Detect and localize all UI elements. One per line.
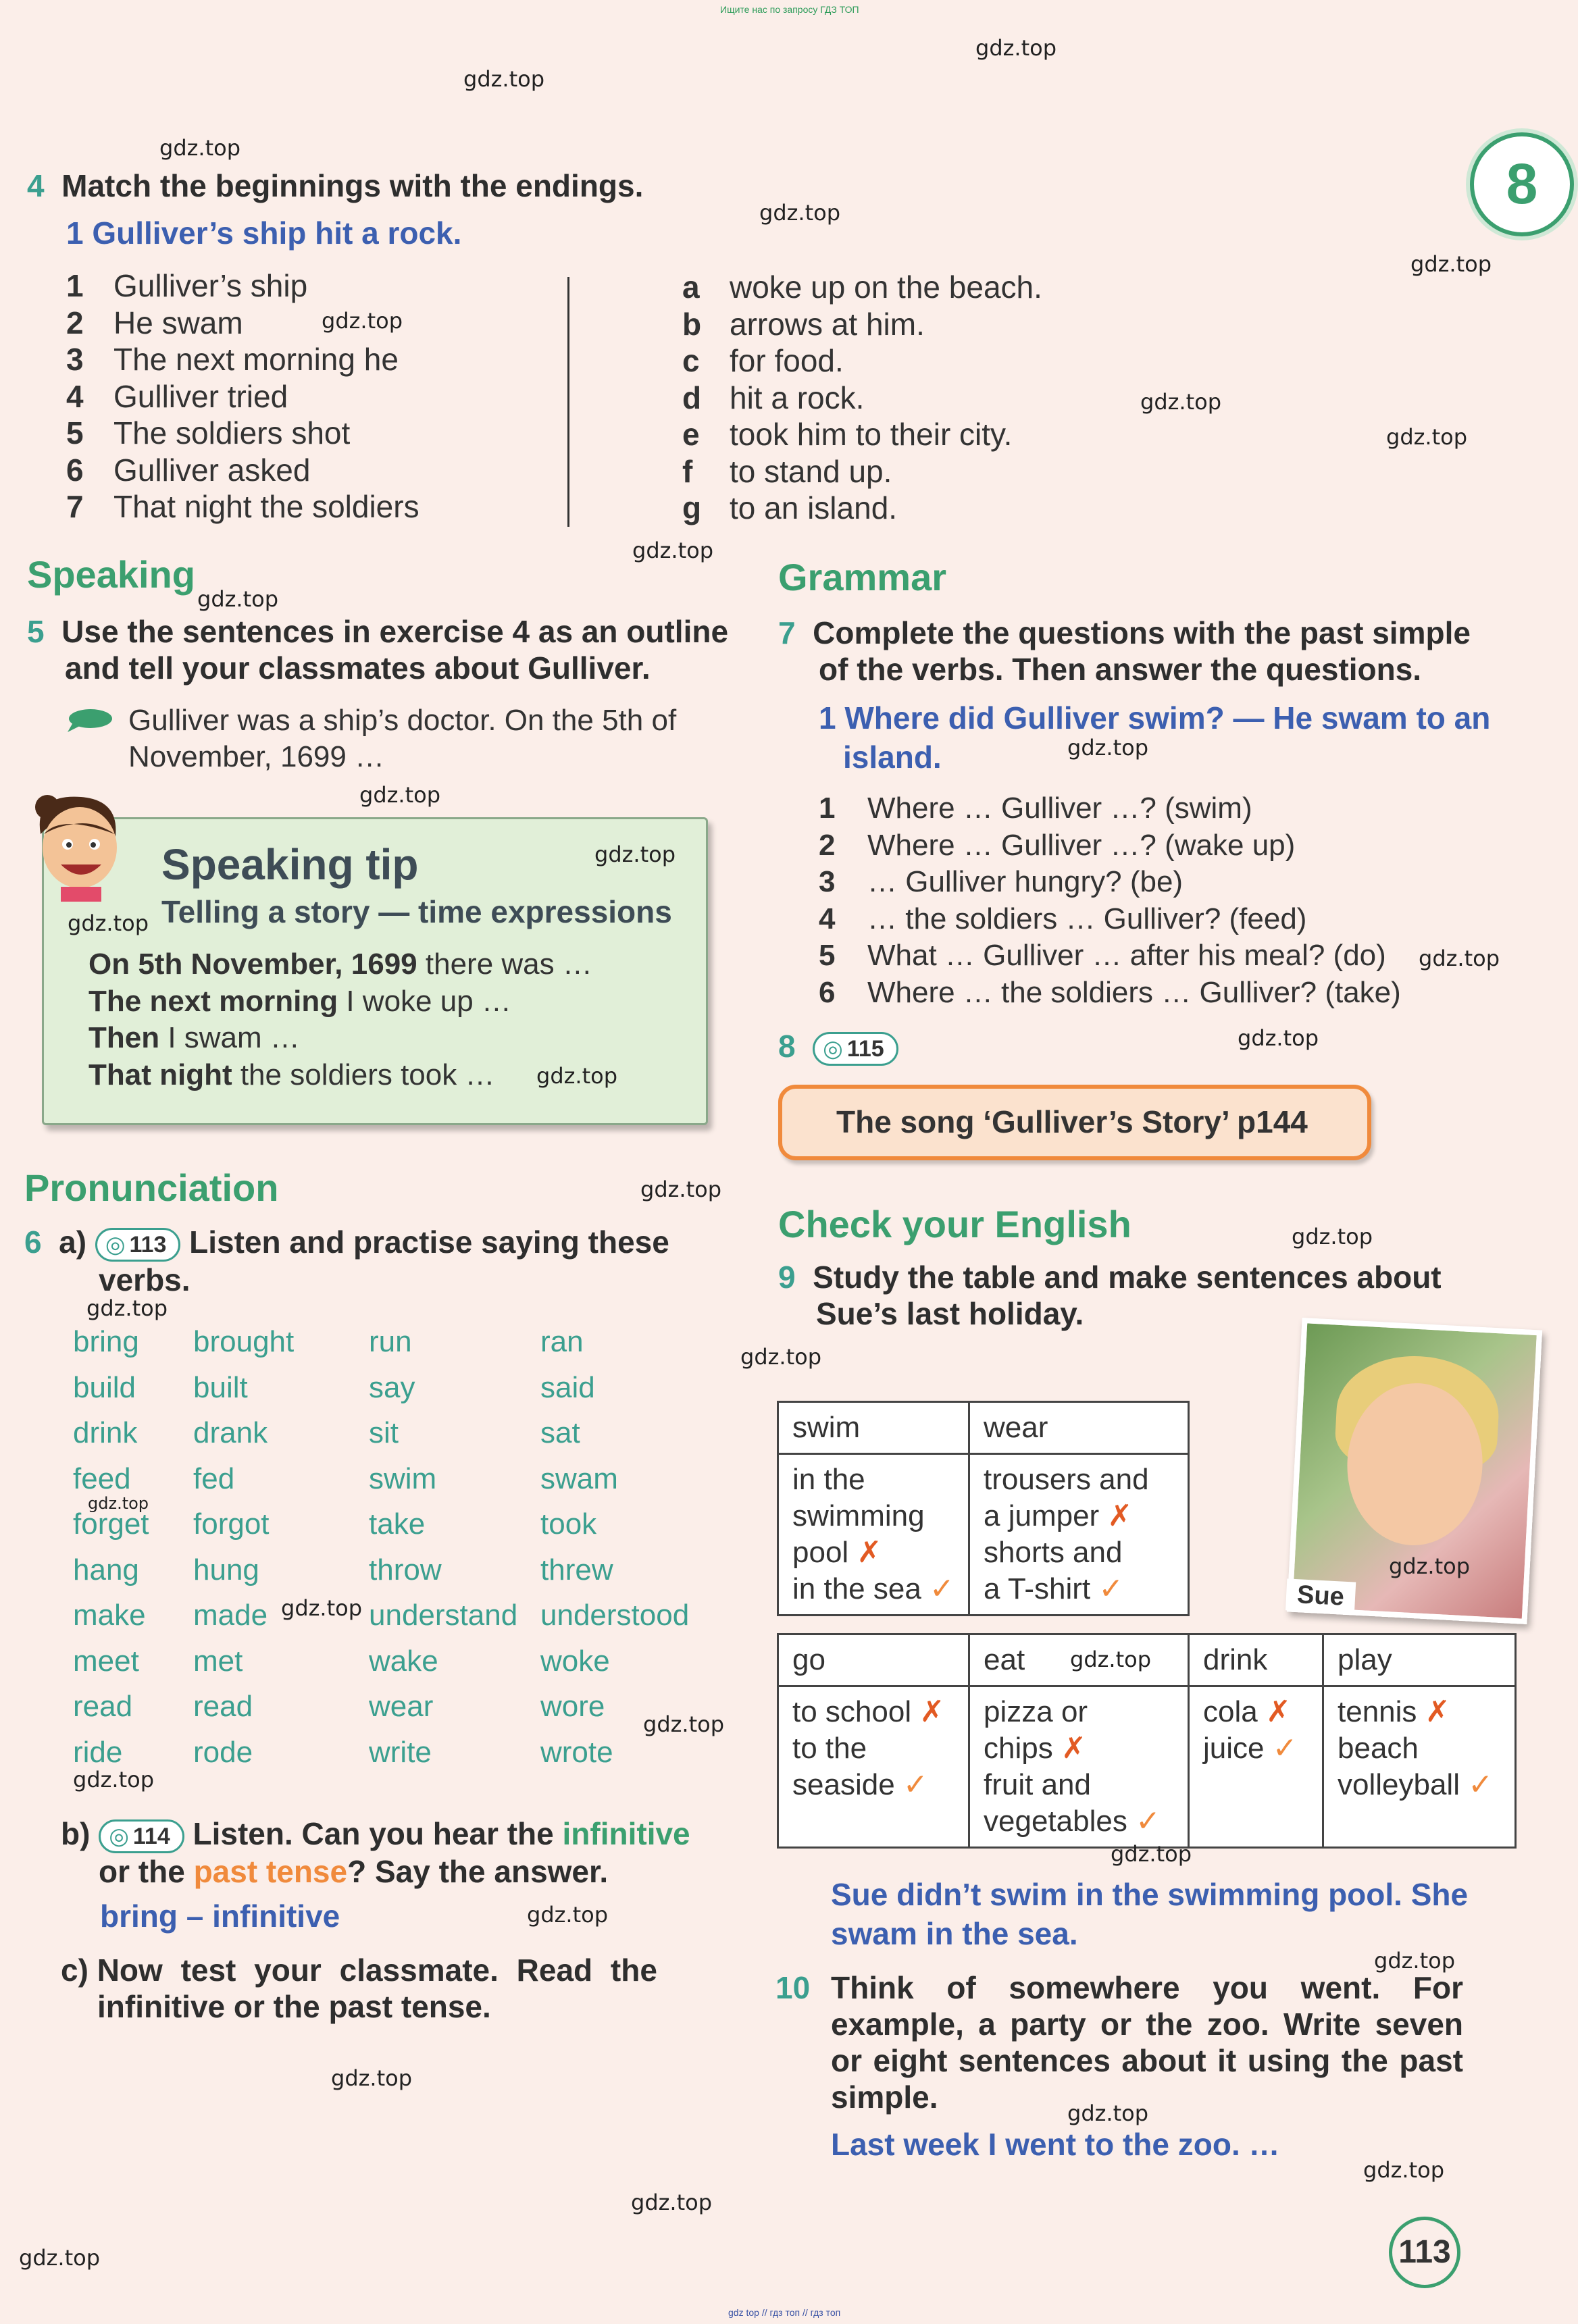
- question-text: … Gulliver hungry? (be): [867, 865, 1184, 898]
- tip-line: [88, 948, 592, 981]
- check-mark-icon: ✓: [930, 1572, 955, 1605]
- cell-line: [1203, 1730, 1308, 1767]
- ending-row: [682, 306, 925, 342]
- cd-icon: ◎: [109, 1823, 129, 1849]
- table-cell: [778, 1454, 969, 1616]
- check-mark-icon: ✓: [1136, 1805, 1161, 1838]
- table-header: wear: [969, 1402, 1189, 1454]
- ex9-example-line2: swam in the sea.: [831, 1916, 1078, 1951]
- ex6a-text-line2: verbs.: [99, 1262, 190, 1297]
- tip-rest: I swam …: [159, 1021, 300, 1054]
- cross-mark-icon: ✗: [1061, 1732, 1086, 1765]
- girl-cartoon-icon: [20, 787, 135, 902]
- watermark: gdz.top: [197, 586, 279, 612]
- watermark: gdz.top: [86, 1295, 168, 1321]
- ending-row: [682, 269, 1042, 305]
- ex7-example-line1: 1 Where did Gulliver swim? — He swam to an: [819, 700, 1491, 735]
- ex6c-instruction: [61, 1952, 709, 2025]
- chapter-number: 8: [1506, 152, 1538, 215]
- tip-title: Speaking tip: [161, 840, 419, 889]
- question-row: [819, 902, 1306, 936]
- watermark: gdz.top: [159, 135, 241, 161]
- watermark: gdz.top: [281, 1595, 363, 1621]
- ex8-line: [778, 1028, 898, 1066]
- cell-text: a jumper: [984, 1499, 1108, 1532]
- item-number: 2: [819, 828, 836, 862]
- song-reference: The song ‘Gulliver’s Story’ p144: [836, 1104, 1308, 1139]
- item-number: 3: [66, 342, 84, 377]
- ex6a-label: a): [59, 1224, 87, 1260]
- question-text: What … Gulliver … after his meal? (do): [867, 939, 1386, 972]
- watermark: gdz.top: [1292, 1224, 1373, 1249]
- table-cell: [778, 1686, 969, 1848]
- cell-line: [984, 1694, 1174, 1730]
- tip-rest: I woke up …: [338, 984, 511, 1018]
- ex10-instruction: [831, 1969, 1463, 2115]
- beginning-row: [66, 415, 350, 451]
- question-row: [819, 829, 1295, 862]
- ex7-example-line2: island.: [843, 740, 942, 775]
- verb-word: wore: [540, 1690, 605, 1723]
- tip-line: [88, 985, 511, 1018]
- ex4-example: 1 Gulliver’s ship hit a rock.: [66, 215, 462, 251]
- tip-subtitle: Telling a story — time expressions: [161, 894, 672, 929]
- verb-word: run: [369, 1325, 412, 1358]
- beginning-text: The soldiers shot: [113, 415, 351, 450]
- beginning-text: Gulliver asked: [113, 452, 311, 488]
- ex5-instruction: [27, 613, 728, 686]
- ending-row: [682, 416, 1012, 453]
- bottom-note: gdz top // гдз топ // гдз топ: [728, 2307, 841, 2318]
- ex5-instruction-line2: and tell your classmates about Gulliver.: [65, 650, 651, 686]
- cd-track-115[interactable]: [813, 1032, 898, 1066]
- cross-mark-icon: ✗: [1107, 1499, 1133, 1532]
- watermark: gdz.top: [1070, 1647, 1152, 1672]
- cell-line: [984, 1767, 1174, 1803]
- cell-text: to the: [792, 1732, 867, 1765]
- ex6b-instruction: [61, 1815, 690, 1890]
- verb-word: took: [540, 1507, 597, 1541]
- item-letter: b: [682, 306, 702, 342]
- chapter-badge: [1470, 132, 1574, 236]
- check-mark-icon: ✓: [1272, 1732, 1298, 1765]
- cell-line: [792, 1767, 955, 1803]
- tip-rest: there was …: [417, 948, 592, 981]
- ending-text: hit a rock.: [730, 380, 865, 415]
- ex10-line3: or eight sentences about it using the past: [831, 2043, 1463, 2078]
- watermark: gdz.top: [536, 1063, 618, 1089]
- verb-word: woke: [540, 1644, 610, 1678]
- ex5-example: [128, 702, 676, 775]
- question-row: [819, 976, 1401, 1010]
- ending-text: arrows at him.: [730, 306, 925, 342]
- cell-text: beach: [1338, 1732, 1419, 1765]
- ex8-number: 8: [778, 1029, 796, 1064]
- cell-line: [792, 1571, 955, 1607]
- watermark: gdz.top: [740, 1344, 822, 1370]
- cell-text: chips: [984, 1732, 1061, 1765]
- divider-line: [567, 277, 569, 527]
- item-number: 4: [819, 902, 836, 935]
- watermark: gdz.top: [1410, 251, 1492, 277]
- ending-text: for food.: [730, 343, 844, 378]
- ex9-example-line1: Sue didn’t swim in the swimming pool. She: [831, 1877, 1469, 1912]
- check-mark-icon: ✓: [1468, 1768, 1494, 1801]
- question-row: [819, 939, 1386, 973]
- item-number: 2: [66, 305, 84, 340]
- beginning-text: That night the soldiers: [113, 489, 419, 524]
- watermark: gdz.top: [594, 842, 676, 867]
- verb-word: hung: [193, 1553, 259, 1586]
- item-letter: a: [682, 269, 700, 305]
- ex6b-text-3: ? Say the answer.: [347, 1853, 609, 1889]
- cell-line: [984, 1571, 1174, 1607]
- pronunciation-heading: Pronunciation: [24, 1166, 279, 1209]
- table-cell: [1189, 1686, 1323, 1848]
- song-box: [778, 1085, 1371, 1160]
- cell-line: [792, 1534, 955, 1571]
- ex10-number-wrap: [775, 1969, 810, 2006]
- beginning-text: Gulliver tried: [113, 378, 288, 414]
- item-letter: g: [682, 490, 702, 525]
- beginning-row: [66, 452, 310, 488]
- verb-word: meet: [73, 1644, 139, 1678]
- verb-word: read: [193, 1690, 253, 1723]
- item-letter: f: [682, 453, 693, 489]
- verb-word: forgot: [193, 1507, 270, 1541]
- ex6b-text-2: or the: [99, 1853, 185, 1889]
- cell-line: [984, 1730, 1174, 1767]
- watermark: gdz.top: [975, 35, 1057, 61]
- item-number: 4: [66, 378, 84, 414]
- verb-word: understand: [369, 1599, 518, 1632]
- verb-word: wake: [369, 1644, 438, 1678]
- ex5-example-line1: Gulliver was a ship’s doctor. On the 5th of: [128, 704, 677, 737]
- verb-word: throw: [369, 1553, 442, 1586]
- verb-word: met: [193, 1644, 243, 1678]
- question-text: Where … the soldiers … Gulliver? (take): [867, 975, 1401, 1009]
- beginning-text: Gulliver’s ship: [113, 268, 308, 303]
- ex4-number: 4: [27, 168, 45, 203]
- watermark: gdz.top: [322, 308, 403, 334]
- beginning-row: [66, 378, 288, 415]
- check-mark-icon: ✓: [1098, 1572, 1124, 1605]
- tip-line: [88, 1021, 300, 1055]
- verb-word: read: [73, 1690, 133, 1723]
- cell-line: [1338, 1767, 1501, 1803]
- table-header: swim: [778, 1402, 969, 1454]
- question-text: Where … Gulliver …? (swim): [867, 792, 1252, 825]
- verb-word: swim: [369, 1462, 437, 1495]
- watermark: gdz.top: [759, 200, 841, 226]
- cell-line: [792, 1498, 955, 1534]
- verb-word: brought: [193, 1325, 295, 1358]
- cell-text: in the: [792, 1463, 865, 1496]
- ex4-instruction-text: Match the beginnings with the endings.: [61, 168, 644, 203]
- item-number: 6: [66, 452, 84, 488]
- ex9-instruction-line2: Sue’s last holiday.: [816, 1296, 1084, 1331]
- track-number: 114: [132, 1823, 170, 1849]
- item-number: 5: [66, 415, 84, 450]
- watermark: gdz.top: [1111, 1841, 1192, 1867]
- cell-line: [792, 1730, 955, 1767]
- watermark: gdz.top: [68, 910, 149, 936]
- cell-line: [1338, 1694, 1501, 1730]
- ex10-example: Last week I went to the zoo. …: [831, 2127, 1280, 2162]
- cell-text: vegetables: [984, 1805, 1136, 1838]
- watermark: gdz.top: [88, 1494, 149, 1513]
- ending-text: took him to their city.: [730, 417, 1013, 452]
- table-cell: [969, 1454, 1189, 1616]
- watermark: gdz.top: [1386, 424, 1468, 450]
- verb-word: write: [369, 1735, 432, 1769]
- verb-word: wear: [369, 1690, 434, 1723]
- ex9-instruction-line1: Study the table and make sentences about: [813, 1260, 1442, 1295]
- verb-word: ride: [73, 1735, 123, 1769]
- watermark: gdz.top: [19, 2245, 101, 2271]
- ex5-instruction-line1: Use the sentences in exercise 4 as an outline: [61, 614, 729, 649]
- cell-text: swimming: [792, 1499, 925, 1532]
- table-header: eat: [969, 1634, 1189, 1686]
- item-number: 6: [819, 975, 836, 1009]
- table-cell: [1323, 1686, 1516, 1848]
- ex10-line2: example, a party or the zoo. Write seven: [831, 2007, 1463, 2042]
- grammar-heading: Grammar: [778, 556, 947, 598]
- watermark: gdz.top: [1067, 2100, 1149, 2126]
- watermark: gdz.top: [527, 1902, 609, 1928]
- cell-text: in the sea: [792, 1572, 930, 1605]
- holiday-table-1: [777, 1401, 1190, 1616]
- ex6b-word-past-tense: past tense: [193, 1853, 348, 1889]
- cell-text: a T-shirt: [984, 1572, 1099, 1605]
- watermark: gdz.top: [1419, 946, 1500, 971]
- verb-word: made: [193, 1599, 268, 1632]
- verb-word: forget: [73, 1507, 149, 1541]
- track-number: 113: [129, 1231, 167, 1258]
- check-mark-icon: ✓: [902, 1768, 928, 1801]
- verb-word: drank: [193, 1416, 268, 1449]
- ending-row: [682, 380, 864, 416]
- ex7-instruction: [778, 615, 1471, 688]
- question-text: … the soldiers … Gulliver? (feed): [867, 902, 1307, 935]
- verb-word: say: [369, 1370, 415, 1404]
- ex6-number: 6: [24, 1224, 42, 1260]
- table-header: go: [778, 1634, 969, 1686]
- cell-line: [1203, 1694, 1308, 1730]
- ex6b-example: bring – infinitive: [100, 1899, 340, 1934]
- ending-text: to stand up.: [730, 453, 892, 489]
- verb-word: understood: [540, 1599, 690, 1632]
- tip-rest: the soldiers took …: [232, 1058, 495, 1091]
- watermark: gdz.top: [1363, 2157, 1445, 2183]
- table-header: play: [1323, 1634, 1516, 1686]
- ending-row: [682, 490, 897, 526]
- verb-word: bring: [73, 1325, 139, 1358]
- page-number: 113: [1398, 2234, 1451, 2270]
- page-number-badge: [1389, 2217, 1460, 2288]
- cross-mark-icon: ✗: [919, 1695, 945, 1728]
- watermark: gdz.top: [331, 2065, 413, 2091]
- watermark: gdz.top: [1238, 1025, 1319, 1051]
- cd-track-114[interactable]: [99, 1819, 184, 1853]
- verb-word: swam: [540, 1462, 618, 1495]
- tip-time-expression: On 5th November, 1699: [88, 948, 417, 981]
- watermark: gdz.top: [1140, 389, 1222, 415]
- cell-line: [984, 1498, 1174, 1534]
- ex7-number: 7: [778, 615, 796, 650]
- verb-word: built: [193, 1370, 248, 1404]
- watermark: gdz.top: [631, 2190, 713, 2215]
- beginning-row: [66, 488, 419, 525]
- cell-line: [984, 1534, 1174, 1571]
- item-number: 1: [66, 268, 84, 303]
- cd-icon: ◎: [823, 1035, 843, 1062]
- cell-text: trousers and: [984, 1463, 1149, 1496]
- tip-line: [88, 1058, 494, 1092]
- ex10-number: 10: [775, 1970, 811, 2005]
- ex4-instruction: [27, 167, 643, 204]
- ending-row: [682, 453, 892, 490]
- watermark: gdz.top: [73, 1767, 155, 1792]
- verb-word: feed: [73, 1462, 131, 1495]
- cell-text: fruit and: [984, 1768, 1091, 1801]
- ex6c-text-line1: Now test your classmate. Read the: [97, 1953, 657, 1988]
- ex6c-label: c): [61, 1953, 88, 1988]
- ex10-line4: simple.: [831, 2080, 938, 2115]
- table-cell: [969, 1686, 1189, 1848]
- ending-row: [682, 342, 844, 379]
- ex9-number: 9: [778, 1260, 796, 1295]
- verb-word: drink: [73, 1416, 138, 1449]
- verb-word: ran: [540, 1325, 584, 1358]
- watermark: gdz.top: [1067, 735, 1149, 760]
- cell-text: pizza or: [984, 1695, 1088, 1728]
- ex6c-text-line2: infinitive or the past tense.: [97, 1989, 491, 2024]
- cell-text: juice: [1203, 1732, 1273, 1765]
- ex6b-label: b): [61, 1816, 91, 1851]
- cell-text: shorts and: [984, 1536, 1123, 1569]
- item-letter: c: [682, 343, 700, 378]
- verb-word: threw: [540, 1553, 613, 1586]
- ex6a-text-line1: Listen and practise saying these: [189, 1224, 669, 1260]
- ex9-example: [831, 1875, 1468, 1953]
- cell-line: [984, 1803, 1174, 1840]
- cell-text: to school: [792, 1695, 920, 1728]
- photo-label: Sue: [1286, 1578, 1356, 1613]
- verb-word: rode: [193, 1735, 253, 1769]
- cell-line: [1338, 1730, 1501, 1767]
- speaking-heading: Speaking: [27, 553, 195, 596]
- speech-bubble-icon: [65, 708, 112, 732]
- verb-word: fed: [193, 1462, 235, 1495]
- tip-time-expression: Then: [88, 1021, 160, 1054]
- verb-word: build: [73, 1370, 136, 1404]
- tip-time-expression: The next morning: [88, 984, 338, 1018]
- question-text: Where … Gulliver …? (wake up): [867, 828, 1296, 862]
- verb-word: take: [369, 1507, 426, 1541]
- cell-text: pool: [792, 1536, 857, 1569]
- cd-icon: ◎: [105, 1231, 126, 1258]
- beginning-row: [66, 305, 243, 341]
- beginning-row: [66, 267, 307, 304]
- verb-word: said: [540, 1370, 595, 1404]
- ex6b-word-infinitive: infinitive: [562, 1816, 690, 1851]
- item-number: 1: [819, 792, 836, 825]
- item-number: 7: [66, 489, 84, 524]
- tip-time-expression: That night: [88, 1058, 232, 1091]
- watermark: gdz.top: [1389, 1553, 1471, 1579]
- cell-line: [984, 1462, 1174, 1498]
- ex6a-instruction: [24, 1224, 669, 1298]
- cell-line: [792, 1694, 955, 1730]
- table-header: drink: [1189, 1634, 1323, 1686]
- ex10-line1: Think of somewhere you went. For: [831, 1970, 1463, 2005]
- ex7-instruction-line1: Complete the questions with the past simple: [813, 615, 1471, 650]
- verb-word: wrote: [540, 1735, 613, 1769]
- cell-text: seaside: [792, 1768, 903, 1801]
- beginning-text: He swam: [113, 305, 243, 340]
- ending-text: woke up on the beach.: [730, 269, 1042, 305]
- ending-text: to an island.: [730, 490, 898, 525]
- cell-line: [792, 1462, 955, 1498]
- check-english-heading: Check your English: [778, 1203, 1131, 1245]
- verb-word: sat: [540, 1416, 580, 1449]
- cell-text: tennis: [1338, 1695, 1425, 1728]
- item-letter: e: [682, 417, 700, 452]
- cross-mark-icon: ✗: [1425, 1695, 1450, 1728]
- track-number: 115: [846, 1035, 884, 1062]
- cross-mark-icon: ✗: [857, 1536, 882, 1569]
- ex5-number: 5: [27, 614, 45, 649]
- top-note: Ищите нас по запросу ГДЗ ТОП: [720, 4, 859, 15]
- item-number: 3: [819, 865, 836, 898]
- cross-mark-icon: ✗: [1265, 1695, 1291, 1728]
- cd-track-113[interactable]: [95, 1228, 181, 1262]
- verb-word: sit: [369, 1416, 399, 1449]
- watermark: gdz.top: [463, 66, 545, 92]
- cell-text: volleyball: [1338, 1768, 1469, 1801]
- ex6b-text-1: Listen. Can you hear the: [193, 1816, 554, 1851]
- item-letter: d: [682, 380, 702, 415]
- watermark: gdz.top: [632, 538, 714, 563]
- watermark: gdz.top: [640, 1177, 722, 1202]
- watermark: gdz.top: [1374, 1948, 1456, 1973]
- watermark: gdz.top: [643, 1711, 725, 1737]
- ex5-example-line2: November, 1699 …: [128, 740, 385, 773]
- ex7-instruction-line2: of the verbs. Then answer the questions.: [819, 652, 1422, 687]
- verb-word: hang: [73, 1553, 139, 1586]
- beginning-row: [66, 341, 399, 378]
- cell-text: cola: [1203, 1695, 1266, 1728]
- question-row: [819, 792, 1252, 825]
- item-number: 5: [819, 939, 836, 972]
- watermark: gdz.top: [359, 782, 441, 808]
- beginning-text: The next morning he: [113, 342, 399, 377]
- ex7-example: [819, 698, 1490, 777]
- verb-word: make: [73, 1599, 146, 1632]
- question-row: [819, 865, 1183, 899]
